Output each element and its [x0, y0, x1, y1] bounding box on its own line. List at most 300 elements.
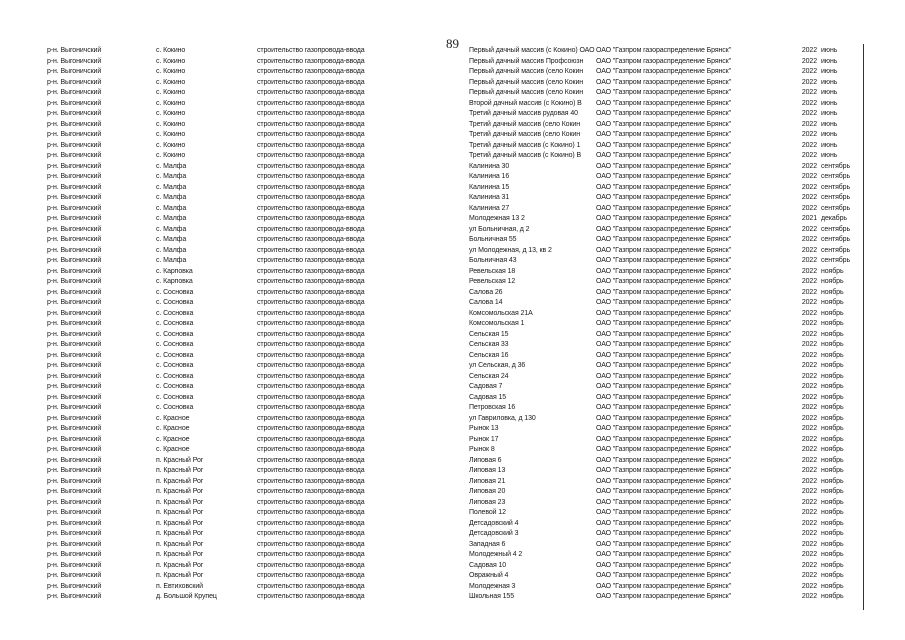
district-cell: р-н. Выгоничский	[47, 414, 102, 422]
address-cell: Детсадовский 3	[469, 530, 519, 537]
year-cell: 2022	[801, 435, 817, 443]
address-cell: Третий дачный массив (село Кокин	[469, 131, 581, 138]
table-row	[0, 466, 905, 477]
company-cell: ОАО "Газпром газораспределение Брянск"	[596, 540, 732, 548]
month-cell: ноябрь	[821, 488, 844, 495]
month-cell: ноябрь	[821, 446, 844, 453]
month-cell: ноябрь	[821, 330, 844, 338]
company-cell: ОАО "Газпром газораспределение Брянск"	[596, 351, 732, 359]
year-cell: 2022	[801, 425, 817, 432]
year-cell: 2022	[801, 341, 817, 348]
address-cell: Молодежный 4 2	[469, 551, 523, 558]
address-cell: Садовая 7	[469, 383, 503, 390]
locality-cell: п. Красный Рог	[156, 561, 204, 569]
year-cell: 2022	[801, 99, 817, 107]
company-cell: ОАО "Газпром газораспределение Брянск"	[596, 320, 732, 327]
district-cell: р-н. Выгоничский	[47, 593, 102, 600]
address-cell: Больничная 55	[469, 236, 517, 243]
address-cell: Школьная 155	[469, 593, 515, 600]
locality-cell: с. Сосновка	[156, 341, 194, 348]
address-cell: Калинина 31	[469, 194, 510, 201]
district-cell: р-н. Выгоничский	[47, 404, 102, 411]
address-cell: Калинина 27	[469, 204, 510, 212]
month-cell: ноябрь	[821, 362, 844, 369]
year-cell: 2022	[801, 141, 817, 149]
month-cell: ноябрь	[821, 593, 844, 600]
locality-cell: п. Красный Рог	[156, 572, 204, 579]
table-row	[0, 204, 905, 215]
year-cell: 2022	[801, 299, 817, 306]
table-row	[0, 330, 905, 341]
work-type-cell: строительство газопровода-ввода	[257, 288, 365, 296]
company-cell: ОАО "Газпром газораспределение Брянск"	[596, 57, 732, 65]
address-cell: Сельская 33	[469, 341, 509, 348]
company-cell: ОАО "Газпром газораспределение Брянск"	[596, 225, 732, 233]
month-cell: июнь	[821, 99, 838, 107]
locality-cell: с. Малфа	[156, 257, 187, 264]
table-row	[0, 487, 905, 498]
year-cell: 2022	[801, 194, 817, 201]
address-cell: Липовая 21	[469, 477, 506, 485]
year-cell: 2022	[801, 383, 817, 390]
locality-cell: с. Сосновка	[156, 362, 194, 369]
year-cell: 2022	[801, 593, 817, 600]
table-row	[0, 267, 905, 278]
year-cell: 2022	[801, 540, 817, 548]
company-cell: ОАО "Газпром газораспределение Брянск"	[596, 204, 732, 212]
month-cell: ноябрь	[821, 267, 844, 275]
table-row	[0, 246, 905, 257]
work-type-cell: строительство газопровода-ввода	[257, 488, 365, 495]
address-cell: ул Сельская, д 36	[469, 362, 526, 369]
locality-cell: с. Кокино	[156, 78, 186, 86]
table-row	[0, 414, 905, 425]
district-cell: р-н. Выгоничский	[47, 435, 102, 443]
company-cell: ОАО "Газпром газораспределение Брянск"	[596, 68, 732, 75]
year-cell: 2022	[801, 204, 817, 212]
address-cell: Второй дачный массив (с Кокино) В	[469, 99, 582, 107]
work-type-cell: строительство газопровода-ввода	[257, 131, 365, 138]
work-type-cell: строительство газопровода-ввода	[257, 267, 365, 275]
company-cell: ОАО "Газпром газораспределение Брянск"	[596, 288, 732, 296]
district-cell: р-н. Выгоничский	[47, 288, 102, 296]
work-type-cell: строительство газопровода-ввода	[257, 351, 365, 359]
district-cell: р-н. Выгоничский	[47, 120, 102, 128]
year-cell: 2022	[801, 509, 817, 516]
district-cell: р-н. Выгоничский	[47, 78, 102, 86]
table-row	[0, 529, 905, 540]
company-cell: ОАО "Газпром газораспределение Брянск"	[596, 425, 732, 432]
work-type-cell: строительство газопровода-ввода	[257, 593, 365, 600]
district-cell: р-н. Выгоничский	[47, 152, 102, 159]
company-cell: ОАО "Газпром газораспределение Брянск"	[596, 404, 732, 411]
month-cell: июнь	[821, 131, 838, 138]
locality-cell: с. Сосновка	[156, 330, 194, 338]
month-cell: ноябрь	[821, 519, 844, 527]
work-type-cell: строительство газопровода-ввода	[257, 246, 365, 254]
year-cell: 2022	[801, 351, 817, 359]
table-row	[0, 393, 905, 404]
month-cell: сентябрь	[821, 246, 851, 254]
year-cell: 2022	[801, 498, 817, 506]
month-cell: ноябрь	[821, 540, 844, 548]
month-cell: ноябрь	[821, 309, 844, 317]
table-row	[0, 120, 905, 131]
month-cell: ноябрь	[821, 299, 844, 306]
locality-cell: с. Кокино	[156, 120, 186, 128]
locality-cell: д. Большой Крупец	[156, 593, 217, 600]
year-cell: 2022	[801, 47, 817, 54]
company-cell: ОАО "Газпром газораспределение Брянск"	[596, 299, 732, 306]
work-type-cell: строительство газопровода-ввода	[257, 519, 365, 527]
address-cell: ул Гавриловка, д 130	[469, 414, 536, 422]
locality-cell: п. Красный Рог	[156, 530, 204, 537]
work-type-cell: строительство газопровода-ввода	[257, 446, 365, 453]
locality-cell: с. Сосновка	[156, 351, 194, 359]
company-cell: ОАО "Газпром газораспределение Брянск"	[596, 509, 732, 516]
district-cell: р-н. Выгоничский	[47, 110, 102, 117]
locality-cell: с. Сосновка	[156, 404, 194, 411]
district-cell: р-н. Выгоничский	[47, 561, 102, 569]
company-cell: ОАО "Газпром газораспределение Брянск"	[596, 278, 732, 285]
locality-cell: с. Карповка	[156, 267, 193, 275]
locality-cell: с. Малфа	[156, 183, 187, 191]
work-type-cell: строительство газопровода-ввода	[257, 89, 365, 96]
table-row	[0, 151, 905, 162]
table-row	[0, 508, 905, 519]
table-row	[0, 288, 905, 299]
address-cell: Третий дачный массив (село Кокин	[469, 120, 581, 128]
company-cell: ОАО "Газпром газораспределение Брянск"	[596, 194, 732, 201]
locality-cell: с. Сосновка	[156, 393, 194, 401]
table-row	[0, 172, 905, 183]
district-cell: р-н. Выгоничский	[47, 57, 102, 65]
locality-cell: с. Кокино	[156, 141, 186, 149]
table-row	[0, 130, 905, 141]
year-cell: 2022	[801, 68, 817, 75]
district-cell: р-н. Выгоничский	[47, 446, 102, 453]
company-cell: ОАО "Газпром газораспределение Брянск"	[596, 519, 732, 527]
district-cell: р-н. Выгоничский	[47, 131, 102, 138]
district-cell: р-н. Выгоничский	[47, 215, 102, 222]
month-cell: ноябрь	[821, 467, 844, 474]
district-cell: р-н. Выгоничский	[47, 425, 102, 432]
company-cell: ОАО "Газпром газораспределение Брянск"	[596, 120, 732, 128]
district-cell: р-н. Выгоничский	[47, 162, 102, 170]
year-cell: 2022	[801, 446, 817, 453]
year-cell: 2022	[801, 267, 817, 275]
work-type-cell: строительство газопровода-ввода	[257, 141, 365, 149]
work-type-cell: строительство газопровода-ввода	[257, 393, 365, 401]
month-cell: июнь	[821, 141, 838, 149]
company-cell: ОАО "Газпром газораспределение Брянск"	[596, 372, 732, 380]
locality-cell: п. Красный Рог	[156, 551, 204, 558]
year-cell: 2022	[801, 362, 817, 369]
address-cell: Западная 6	[469, 540, 506, 548]
month-cell: ноябрь	[821, 572, 844, 579]
locality-cell: с. Сосновка	[156, 320, 194, 327]
address-cell: Рынок 17	[469, 435, 499, 443]
district-cell: р-н. Выгоничский	[47, 204, 102, 212]
address-cell: Липовая 20	[469, 488, 506, 495]
locality-cell: с. Красное	[156, 414, 190, 422]
month-cell: ноябрь	[821, 404, 844, 411]
company-cell: ОАО "Газпром газораспределение Брянск"	[596, 330, 732, 338]
month-cell: июнь	[821, 89, 838, 96]
locality-cell: с. Малфа	[156, 246, 187, 254]
work-type-cell: строительство газопровода-ввода	[257, 194, 365, 201]
address-cell: ул Молодежная, д 13, кв 2	[469, 246, 552, 254]
year-cell: 2022	[801, 572, 817, 579]
month-cell: сентябрь	[821, 257, 851, 264]
month-cell: ноябрь	[821, 414, 844, 422]
company-cell: ОАО "Газпром газораспределение Брянск"	[596, 89, 732, 96]
address-cell: Полевой 12	[469, 509, 506, 516]
month-cell: сентябрь	[821, 204, 851, 212]
company-cell: ОАО "Газпром газораспределение Брянск"	[596, 267, 732, 275]
address-cell: Сельская 24	[469, 372, 509, 380]
district-cell: р-н. Выгоничский	[47, 498, 102, 506]
company-cell: ОАО "Газпром газораспределение Брянск"	[596, 383, 732, 390]
address-cell: ул Больничная, д 2	[469, 225, 530, 233]
district-cell: р-н. Выгоничский	[47, 278, 102, 285]
gas-connection-table	[0, 46, 905, 603]
address-cell: Первый дачный массив (с Кокино) ОАО	[469, 47, 595, 54]
month-cell: ноябрь	[821, 530, 844, 537]
company-cell: ОАО "Газпром газораспределение Брянск"	[596, 488, 732, 495]
locality-cell: с. Сосновка	[156, 372, 194, 380]
table-row	[0, 277, 905, 288]
year-cell: 2022	[801, 110, 817, 117]
district-cell: р-н. Выгоничский	[47, 372, 102, 380]
work-type-cell: строительство газопровода-ввода	[257, 236, 365, 243]
company-cell: ОАО "Газпром газораспределение Брянск"	[596, 341, 732, 348]
month-cell: сентябрь	[821, 236, 851, 243]
district-cell: р-н. Выгоничский	[47, 236, 102, 243]
address-cell: Первый дачный массив (село Кокин	[469, 78, 584, 86]
month-cell: ноябрь	[821, 435, 844, 443]
company-cell: ОАО "Газпром газораспределение Брянск"	[596, 173, 732, 180]
district-cell: р-н. Выгоничский	[47, 68, 102, 75]
district-cell: р-н. Выгоничский	[47, 89, 102, 96]
year-cell: 2022	[801, 393, 817, 401]
table-row	[0, 109, 905, 120]
district-cell: р-н. Выгоничский	[47, 456, 102, 464]
work-type-cell: строительство газопровода-ввода	[257, 183, 365, 191]
month-cell: ноябрь	[821, 498, 844, 506]
address-cell: Первый дачный массив (село Кокин	[469, 68, 584, 75]
locality-cell: с. Кокино	[156, 47, 186, 54]
work-type-cell: строительство газопровода-ввода	[257, 309, 365, 317]
address-cell: Калинина 15	[469, 183, 510, 191]
address-cell: Сельская 15	[469, 330, 509, 338]
work-type-cell: строительство газопровода-ввода	[257, 278, 365, 285]
address-cell: Комсомольская 21А	[469, 309, 533, 317]
locality-cell: с. Кокино	[156, 89, 186, 96]
address-cell: Детсадовский 4	[469, 519, 519, 527]
work-type-cell: строительство газопровода-ввода	[257, 561, 365, 569]
month-cell: ноябрь	[821, 425, 844, 432]
address-cell: Первый дачный массив (село Кокин	[469, 89, 584, 96]
year-cell: 2022	[801, 236, 817, 243]
locality-cell: с. Малфа	[156, 225, 187, 233]
address-cell: Молодежная 3	[469, 582, 516, 590]
table-row	[0, 340, 905, 351]
table-row	[0, 99, 905, 110]
company-cell: ОАО "Газпром газораспределение Брянск"	[596, 236, 732, 243]
month-cell: ноябрь	[821, 320, 844, 327]
district-cell: р-н. Выгоничский	[47, 47, 102, 54]
address-cell: Молодежная 13 2	[469, 215, 525, 222]
work-type-cell: строительство газопровода-ввода	[257, 425, 365, 432]
month-cell: июнь	[821, 47, 838, 54]
locality-cell: п. Красный Рог	[156, 540, 204, 548]
year-cell: 2022	[801, 477, 817, 485]
address-cell: Ревельская 12	[469, 278, 516, 285]
table-row	[0, 519, 905, 530]
year-cell: 2022	[801, 246, 817, 254]
work-type-cell: строительство газопровода-ввода	[257, 477, 365, 485]
address-cell: Третий дачный массив (с Кокино) 1	[469, 141, 581, 149]
table-row	[0, 141, 905, 152]
locality-cell: п. Красный Рог	[156, 498, 204, 506]
table-row	[0, 57, 905, 68]
table-row	[0, 46, 905, 57]
month-cell: ноябрь	[821, 351, 844, 359]
address-cell: Липовая 6	[469, 456, 502, 464]
year-cell: 2022	[801, 330, 817, 338]
year-cell: 2021	[801, 215, 817, 222]
work-type-cell: строительство газопровода-ввода	[257, 299, 365, 306]
company-cell: ОАО "Газпром газораспределение Брянск"	[596, 141, 732, 149]
page-number: 89	[446, 36, 459, 51]
company-cell: ОАО "Газпром газораспределение Брянск"	[596, 456, 732, 464]
table-row	[0, 540, 905, 551]
locality-cell: п. Красный Рог	[156, 477, 204, 485]
year-cell: 2022	[801, 456, 817, 464]
month-cell: сентябрь	[821, 194, 851, 201]
year-cell: 2022	[801, 467, 817, 474]
company-cell: ОАО "Газпром газораспределение Брянск"	[596, 498, 732, 506]
table-row	[0, 456, 905, 467]
month-cell: сентябрь	[821, 173, 851, 180]
company-cell: ОАО "Газпром газораспределение Брянск"	[596, 152, 732, 159]
district-cell: р-н. Выгоничский	[47, 141, 102, 149]
address-cell: Калинина 16	[469, 173, 510, 180]
work-type-cell: строительство газопровода-ввода	[257, 257, 365, 264]
work-type-cell: строительство газопровода-ввода	[257, 467, 365, 474]
work-type-cell: строительство газопровода-ввода	[257, 120, 365, 128]
district-cell: р-н. Выгоничский	[47, 225, 102, 233]
district-cell: р-н. Выгоничский	[47, 572, 102, 579]
month-cell: ноябрь	[821, 393, 844, 401]
locality-cell: с. Малфа	[156, 215, 187, 222]
year-cell: 2022	[801, 288, 817, 296]
year-cell: 2022	[801, 152, 817, 159]
district-cell: р-н. Выгоничский	[47, 299, 102, 306]
year-cell: 2022	[801, 561, 817, 569]
district-cell: р-н. Выгоничский	[47, 330, 102, 338]
month-cell: ноябрь	[821, 278, 844, 285]
work-type-cell: строительство газопровода-ввода	[257, 456, 365, 464]
district-cell: р-н. Выгоничский	[47, 246, 102, 254]
work-type-cell: строительство газопровода-ввода	[257, 404, 365, 411]
locality-cell: с. Сосновка	[156, 299, 194, 306]
year-cell: 2022	[801, 320, 817, 327]
table-row	[0, 319, 905, 330]
table-row	[0, 235, 905, 246]
table-row	[0, 309, 905, 320]
locality-cell: п. Евтиховский	[156, 582, 203, 590]
district-cell: р-н. Выгоничский	[47, 309, 102, 317]
locality-cell: п. Красный Рог	[156, 519, 204, 527]
company-cell: ОАО "Газпром газораспределение Брянск"	[596, 78, 732, 86]
work-type-cell: строительство газопровода-ввода	[257, 68, 365, 75]
month-cell: июнь	[821, 110, 838, 117]
company-cell: ОАО "Газпром газораспределение Брянск"	[596, 183, 732, 191]
year-cell: 2022	[801, 309, 817, 317]
table-row	[0, 183, 905, 194]
locality-cell: п. Красный Рог	[156, 488, 204, 495]
district-cell: р-н. Выгоничский	[47, 519, 102, 527]
table-row	[0, 382, 905, 393]
locality-cell: п. Красный Рог	[156, 509, 204, 516]
month-cell: сентябрь	[821, 225, 851, 233]
work-type-cell: строительство газопровода-ввода	[257, 215, 365, 222]
company-cell: ОАО "Газпром газораспределение Брянск"	[596, 582, 732, 590]
month-cell: июнь	[821, 120, 838, 128]
year-cell: 2022	[801, 225, 817, 233]
table-row	[0, 498, 905, 509]
locality-cell: с. Сосновка	[156, 288, 194, 296]
month-cell: июнь	[821, 57, 838, 65]
year-cell: 2022	[801, 120, 817, 128]
address-cell: Рынок 8	[469, 446, 495, 453]
address-cell: Рынок 13	[469, 425, 499, 432]
year-cell: 2022	[801, 278, 817, 285]
locality-cell: с. Сосновка	[156, 383, 194, 390]
table-row	[0, 256, 905, 267]
month-cell: ноябрь	[821, 582, 844, 590]
work-type-cell: строительство газопровода-ввода	[257, 414, 365, 422]
month-cell: ноябрь	[821, 456, 844, 464]
month-cell: ноябрь	[821, 561, 844, 569]
table-row	[0, 477, 905, 488]
table-row	[0, 424, 905, 435]
table-row	[0, 162, 905, 173]
work-type-cell: строительство газопровода-ввода	[257, 78, 365, 86]
locality-cell: с. Малфа	[156, 204, 187, 212]
year-cell: 2022	[801, 131, 817, 138]
locality-cell: с. Сосновка	[156, 309, 194, 317]
work-type-cell: строительство газопровода-ввода	[257, 57, 365, 65]
district-cell: р-н. Выгоничский	[47, 267, 102, 275]
locality-cell: п. Красный Рог	[156, 456, 204, 464]
work-type-cell: строительство газопровода-ввода	[257, 320, 365, 327]
locality-cell: с. Красное	[156, 425, 190, 432]
district-cell: р-н. Выгоничский	[47, 183, 102, 191]
locality-cell: с. Красное	[156, 446, 190, 453]
district-cell: р-н. Выгоничский	[47, 582, 102, 590]
month-cell: сентябрь	[821, 162, 851, 170]
table-row	[0, 298, 905, 309]
company-cell: ОАО "Газпром газораспределение Брянск"	[596, 435, 732, 443]
district-cell: р-н. Выгоничский	[47, 341, 102, 348]
table-row	[0, 582, 905, 593]
work-type-cell: строительство газопровода-ввода	[257, 173, 365, 180]
address-cell: Липовая 23	[469, 498, 506, 506]
year-cell: 2022	[801, 257, 817, 264]
